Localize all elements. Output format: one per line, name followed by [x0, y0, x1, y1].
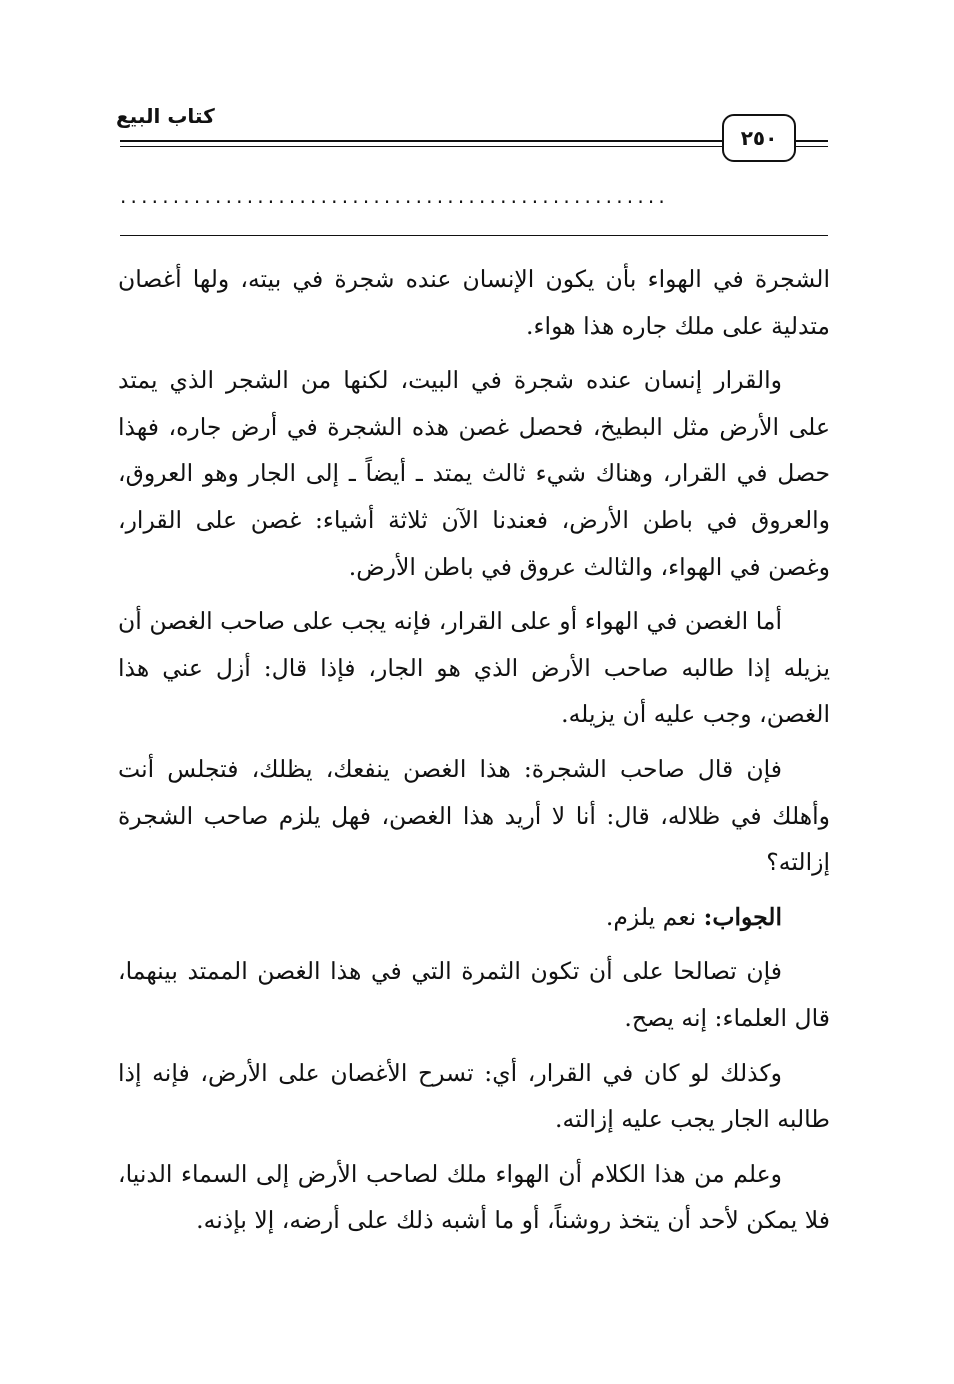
body-text [118, 256, 830, 1252]
paragraph-3: أما الغصن في الهواء أو على القرار، فإنه يجب على صاحب الغصن أن يزيله إذا طالبه صاحب الأرض الذي هو الجار، فإذا قال: أزل عني هذا الغصن، وجب عليه أن يزيله. [118, 607, 830, 729]
answer-label: الجواب: [703, 902, 782, 931]
paragraph-1: الشجرة في الهواء بأن يكون الإنسان عنده شجرة في بيته، ولها أغصان متدلية على ملك جاره هذا هواء. [118, 265, 830, 340]
paragraph-5: فإن تصالحا على أن تكون الثمرة التي في هذا الغصن الممتد بينهما، قال العلماء: إنه يصح. [118, 957, 830, 1032]
paragraph-6: وكذلك لو كان في القرار، أي: تسرح الأغصان على الأرض، فإنه إذا طالبه الجار يجب عليه إزالته. [118, 1058, 830, 1134]
answer-paragraph [118, 894, 830, 941]
paragraph-4: فإن قال صاحب الشجرة: هذا الغصن ينفعك، يظلك، فتجلس أنت وأهلك في ظلاله، قال: أنا لا أريد هذا الغصن، فهل يلزم صاحب الشجرة إزالته؟ [118, 754, 830, 877]
paragraph-2: والقرار إنسان عنده شجرة في البيت، لكنها من الشجر الذي يمتد على الأرض مثل البطيخ، فحصل غصن هذه الشجرة في أرض جاره، فهذا حصل في القرار، وهناك شيء ثالث يمتد ـ أيضاً ـ إلى الجار وهو العروق، والعروق في باطن الأرض، فعندنا الآن ثلاثة أشياء: غصن على القرار، وغصن في الهواء، والثالث عروق في باطن الأرض. [118, 366, 830, 581]
page-number: ٢٥٠ [722, 114, 796, 162]
paragraph-7: وعلم من هذا الكلام أن الهواء ملك لصاحب الأرض إلى السماء الدنيا، فلا يمكن لأحد أن يتخذ روشناً، أو ما أشبه ذلك على أرضه، إلا بإذنه. [118, 1159, 830, 1235]
running-title: كتاب البيع [110, 104, 262, 128]
section-separator [120, 235, 828, 236]
answer-text: نعم يلزم. [605, 902, 704, 931]
dotted-line: .................................................... [120, 184, 669, 208]
